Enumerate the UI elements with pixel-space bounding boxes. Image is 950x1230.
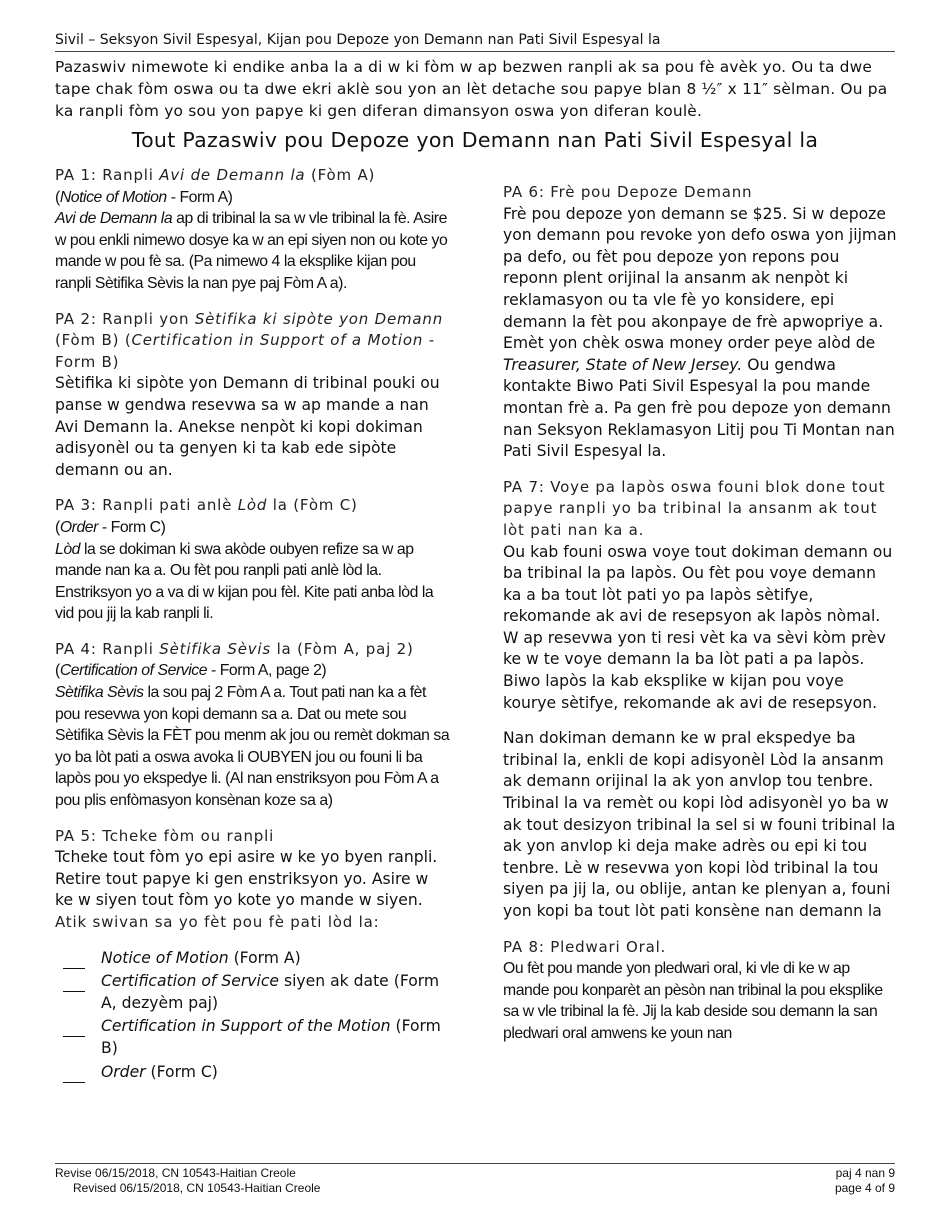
checklist — [55, 948, 450, 1084]
step-5-title: PA 5: Tcheke fòm ou ranpli — [55, 826, 275, 845]
intro-paragraph: Pazaswiv nimewote ki endike anba la a di w ki fòm w ap bezwen ranpli ak sa pou fè avèk yo. Ou ta dwe tape chak fòm oswa ou ta dwe ekri aklè sou yon an lèt detache sou papye blan 8 ½″ x 11″ sèlman. Ou pa ka ranpli fòm yo sou yon papye ki gen diferan dimansyon oswa yon diferan koulè. — [55, 58, 888, 120]
step-1-title: PA 1: Ranpli Avi de Demann la (Fòm A) — [55, 166, 376, 184]
step-3-body: Lòd la se dokiman ki swa akòde oubyen refize sa w ap mande nan ka a. Ou fèt pou ranpli pati anlè lòd la. Enstriksyon yo a va di w kijan pou fèl. Kite pati anba lòd la vid pou jij la kab ranpli li. — [55, 540, 434, 623]
checkbox-blank[interactable] — [63, 1016, 85, 1037]
footer-revision-english: Revised 06/15/2018, CN 10543-Haitian Creole — [73, 1181, 321, 1195]
step-4-subtitle: (Certification of Service - Form A, page 2) — [55, 662, 327, 680]
right-column — [503, 182, 897, 1059]
step-4-title: PA 4: Ranpli Sètifika Sèvis la (Fòm A, paj 2) — [55, 639, 414, 658]
step-6-title: PA 6: Frè pou Depoze Demann — [503, 183, 753, 201]
step-8-body: Ou fèt pou mande yon pledwari oral, ki vle di ke w ap mande pou konparèt an pèsòn nan tribinal la pou eksplike sa w vle tribinal la fè. Jij la kab deside sou demann la san pledwari oral amwens ke youn nan — [503, 960, 883, 1042]
left-column — [55, 165, 450, 1097]
step-5-body: Tcheke tout fòm yo epi asire w ke yo byen ranpli. Retire tout papye ki gen enstriksyon yo. Asire w ke w siyen tout fòm yo kote yo mande w siyen. Atik swivan sa yo fèt pou fè pati lòd la: — [55, 848, 438, 931]
footer-revision: Revise 06/15/2018, CN 10543-Haitian Creole — [55, 1166, 296, 1180]
step-6-body: Frè pou depoze yon demann se $25. Si w depoze yon demann pou revoke yon defo oswa yon jijman pa defo, ou fèt pou depoze yon repons pou reponn plent orijinal la ansanm ak nenpòt ki reklamasyon ou ta vle fè yo konsidere, epi demann la fèt pou akonpaye de frè apwopriye a. Emèt yon chèk oswa money order peye alòd de Treasurer, State of New Jersey. Ou gendwa kontakte Biwo Pati Sivil Espesyal la pou mande montan frè a. Pa gen frè pou depoze yon demann nan Seksyon Reklamasyon Litij pou Ti Montan nan Pati Sivil Espesyal la. — [503, 204, 897, 461]
step-2-body: Sètifika ki sipòte yon Demann di tribinal pouki ou panse w gendwa resevwa sa w ap mande a nan Avi Demann la. Anekse nenpòt ki kopi dokiman adisyonèl ou ta genyen ki ta kab ede sipòte demann ou an. — [55, 374, 440, 479]
step-5 — [55, 826, 450, 1084]
step-7-paragraph-1: Ou kab founi oswa voye tout dokiman demann ou ba tribinal la pa lapòs. Ou fèt pou voye demann ka a ba tout lòt pati yo pa lapòs sètifye, rekomande ak avi de resepsyon ak lapòs nòmal. W ap resevwa yon ti resi vèt ka va sèvi kòm prèv ke w te voye demann la ba lòt pati a pa lapòs. Biwo lapòs la kab eksplike w kijan pou voye kourye sètifye, rekomande ak avi de resepsyon. — [503, 542, 893, 712]
checkbox-blank[interactable] — [63, 971, 85, 992]
footer-page-number-english: page 4 of 9 — [834, 1181, 895, 1195]
checklist-item: Order (Form C) — [55, 1062, 450, 1084]
step-8 — [503, 937, 897, 1045]
page-title: Tout Pazaswiv pou Depoze yon Demann nan Pati Sivil Espesyal la — [131, 128, 819, 152]
step-8-title: PA 8: Pledwari Oral. — [503, 937, 667, 956]
checklist-item: Certification of Service siyen ak date (Form A, dezyèm paj) — [55, 971, 450, 1014]
step-3-subtitle: (Order - Form C) — [55, 518, 166, 536]
step-7-paragraph-2: Nan dokiman demann ke w pral ekspedye ba tribinal la, enkli de kopi adisyonèl Lòd la ansanm ak demann orijinal la ak yon anvlop tou tenbre. Tribinal la va remèt ou kopi lòd adisyonèl yo ba w ak tout desizyon tribinal la sel si w founi tribinal la ak yon anvlop ki deja make adrès ou epi ki tou tenbre. Lè w resevwa yon kopi lòd tribinal la tou siyen pa jij la, ou oblije, antan ke plenyan a, founi yon kopi ba tout lòt pati konsène nan demann la — [503, 729, 896, 920]
step-3-title: PA 3: Ranpli pati anlè Lòd la (Fòm C) — [55, 496, 358, 515]
footer-page-number: paj 4 nan 9 — [835, 1166, 895, 1180]
step-2-title: PA 2: Ranpli yon Sètifika ki sipòte yon Demann (Fòm B) (Certification in Support of a Motion - Form B) — [55, 309, 444, 371]
checklist-item: Certification in Support of the Motion (Form B) — [55, 1016, 450, 1059]
step-1 — [55, 165, 450, 295]
step-7-title: PA 7: Voye pa lapòs oswa founi blok done tout papye ranpli yo ba tribinal la ansanm ak tout lòt pati nan ka a. — [503, 477, 886, 539]
step-3 — [55, 495, 450, 625]
page-header: Sivil – Seksyon Sivil Espesyal, Kijan pou Depoze yon Demann nan Pati Sivil Espesyal la — [55, 32, 895, 52]
checklist-item: Notice of Motion (Form A) — [55, 948, 450, 970]
step-2 — [55, 309, 450, 482]
page-footer — [55, 1163, 895, 1196]
step-6 — [503, 182, 897, 463]
checkbox-blank[interactable] — [63, 948, 85, 969]
checkbox-blank[interactable] — [63, 1062, 85, 1083]
step-4-body: Sètifika Sèvis la sou paj 2 Fòm A a. Tout pati nan ka a fèt pou resevwa yon kopi demann sa a. Dat ou mete sou Sètifika Sèvis la FÈT pou menm ak jou ou remèt dokman sa yo ba lòt pati a oswa avoka li OUBYEN jou ou founi li ba lapòs pou yo ekspedye li. (Al nan enstriksyon pou Fòm A a pou plis enfòmasyon konsènan koze sa a) — [55, 684, 450, 810]
step-7 — [503, 477, 897, 923]
step-1-subtitle: (Notice of Motion - Form A) — [55, 188, 233, 206]
step-1-body: Avi de Demann la ap di tribinal la sa w vle tribinal la fè. Asire w pou enkli nimewo dosye ka w an epi siyen non ou kote yo mande w pou fè sa. (Pa nimewo 4 la eksplike kijan pou ranpli Sètifika Sèvis la nan pye paj Fòm A a). — [55, 210, 448, 292]
step-4 — [55, 639, 450, 812]
